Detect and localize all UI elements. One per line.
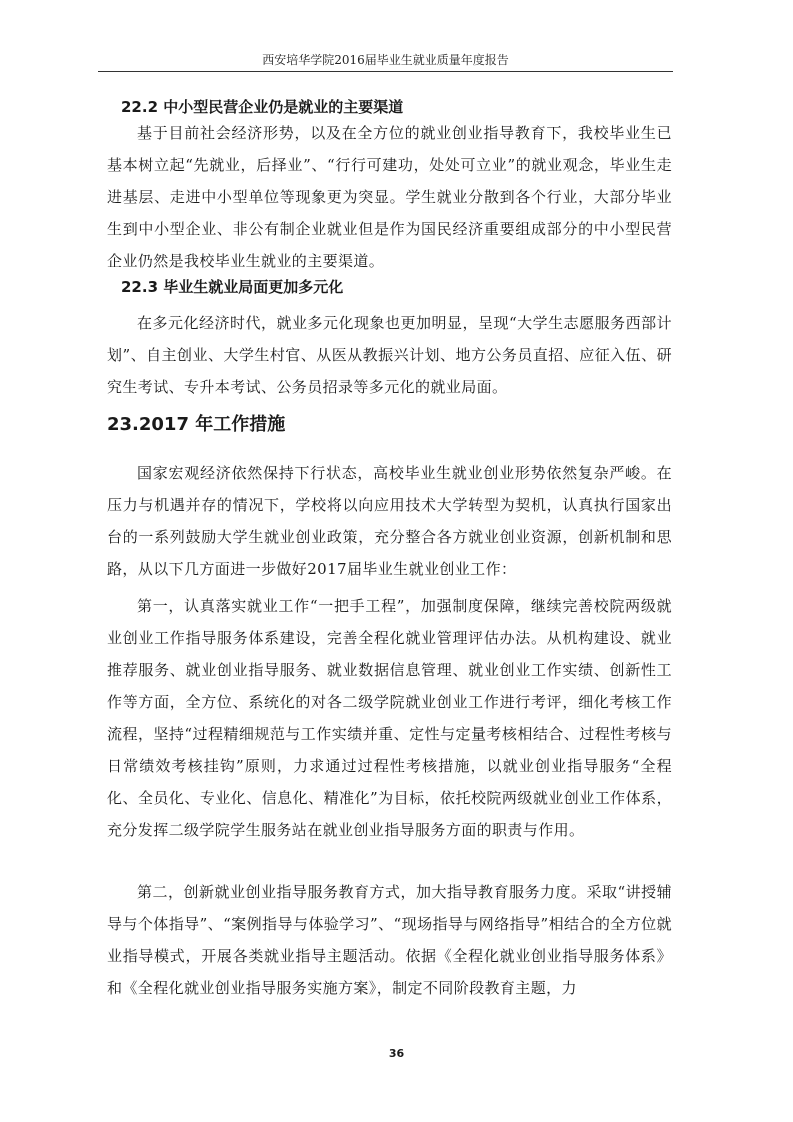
paragraph-23-intro: 国家宏观经济依然保持下行状态，高校毕业生就业创业形势依然复杂严峻。在压力与机遇并存的情况下，学校将以向应用技术大学转型为契机，认真执行国家出台的一系列鼓励大学生就业创业政策，充分整合各方就业创业资源，创新机制和思路，从以下几方面进一步做好2017届毕业生就业创业工作： bbox=[107, 464, 672, 578]
section-heading-22-3: 22.3 毕业生就业局面更加多元化 bbox=[121, 278, 344, 296]
page-number: 36 bbox=[388, 1047, 405, 1060]
section-heading-22-2: 22.2 中小型民营企业仍是就业的主要渠道 bbox=[121, 98, 404, 116]
section-heading-23: 23.2017 年工作措施 bbox=[107, 414, 286, 435]
paragraph-23-second: 第二，创新就业创业指导服务教育方式，加大指导教育服务力度。采取“讲授辅导与个体指导”、“案例指导与体验学习”、“现场指导与网络指导”相结合的全方位就业指导模式，开展各类就业指导主题活动。依据《全程化就业创业指导服务体系》和《全程化就业创业指导服务实施方案》，制定不同阶段教育主题，力 bbox=[107, 883, 672, 997]
paragraph-22-2: 基于目前社会经济形势，以及在全方位的就业创业指导教育下，我校毕业生已基本树立起“先就业，后择业”、“行行可建功，处处可立业”的就业观念，毕业生走进基层、走进中小型单位等现象更为突显。学生就业分散到各个行业，大部分毕业生到中小型企业、非公有制企业就业但是作为国民经济重要组成部分的中小型民营企业仍然是我校毕业生就业的主要渠道。 bbox=[107, 124, 672, 270]
paragraph-23-first: 第一，认真落实就业工作“一把手工程”，加强制度保障，继续完善校院两级就业创业工作指导服务体系建设，完善全程化就业管理评估办法。从机构建设、就业推荐服务、就业创业指导服务、就业数据信息管理、就业创业工作实绩、创新性工作等方面，全方位、系统化的对各二级学院就业创业工作进行考评，细化考核工作流程，坚持“过程精细规范与工作实绩并重、定性与定量考核相结合、过程性考核与日常绩效考核挂钩”原则，力求通过过程性考核措施，以就业创业指导服务“全程化、全员化、专业化、信息化、精准化”为目标，依托校院两级就业创业工作体系，充分发挥二级学院学生服务站在就业创业指导服务方面的职责与作用。 bbox=[107, 597, 672, 839]
paragraph-22-3: 在多元化经济时代，就业多元化现象也更加明显，呈现“大学生志愿服务西部计划”、自主创业、大学生村官、从医从教振兴计划、地方公务员直招、应征入伍、研究生考试、专升本考试、公务员招录等多元化的就业局面。 bbox=[107, 314, 672, 396]
header-rule bbox=[98, 71, 673, 72]
running-header: 西安培华学院2016届毕业生就业质量年度报告 bbox=[262, 53, 509, 67]
